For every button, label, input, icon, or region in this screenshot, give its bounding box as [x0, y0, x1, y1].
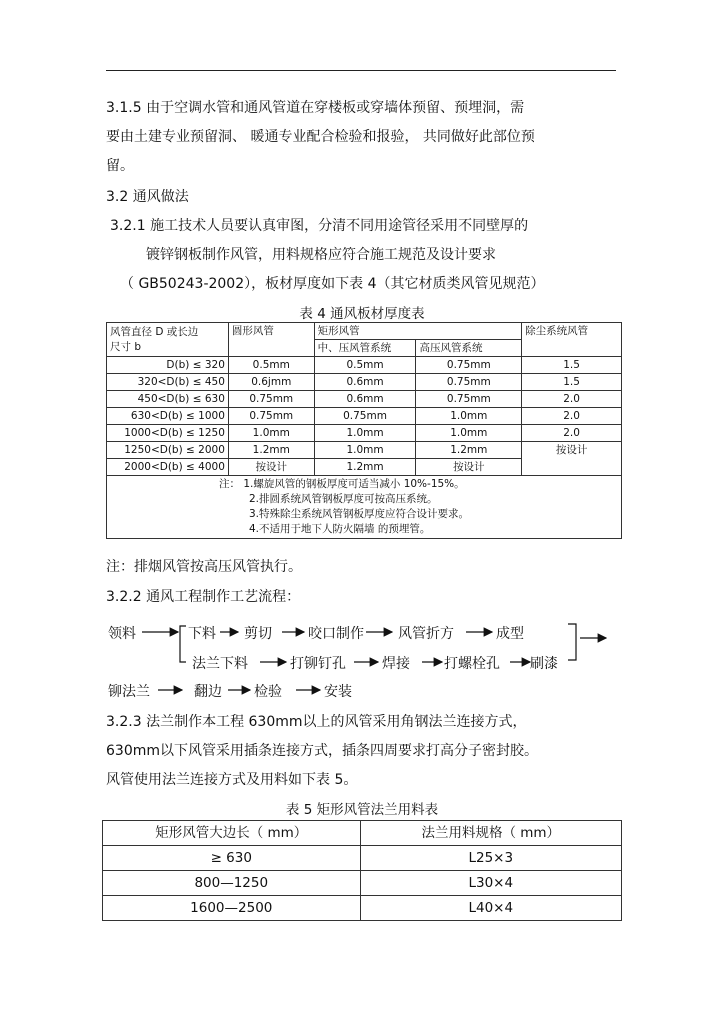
cell-high: 0.75mm: [416, 391, 522, 408]
cell-size: 1000<D(b) ≤ 1250: [107, 425, 229, 442]
heading-3-2-2: 3.2.2 通风工程制作工艺流程：: [106, 589, 301, 605]
flow-step: 打铆钉孔: [290, 656, 346, 672]
table4-note-3: 3.特殊除尘系统风管钢板厚度应符合设计要求。: [249, 508, 470, 520]
cell-round: 0.75mm: [228, 408, 314, 425]
cell-dust: 1.5: [522, 357, 622, 374]
cell-dust: 1.5: [522, 374, 622, 391]
table5-header-row: [103, 821, 622, 846]
para-323-line3: 风管使用法兰连接方式及用料如下表 5。: [106, 772, 358, 788]
table-row: [107, 374, 622, 391]
right-bracket: [568, 624, 576, 660]
cell-mid: 0.5mm: [314, 357, 416, 374]
table4-header-dust: 除尘系统风管: [522, 323, 622, 357]
left-bracket: [180, 626, 186, 662]
cell-high: 1.0mm: [416, 408, 522, 425]
flow-step: 安装: [324, 684, 352, 700]
table4-header-mid: 中、压风管系统: [314, 340, 416, 357]
cell-size: 450<D(b) ≤ 630: [107, 391, 229, 408]
table-row: [103, 896, 622, 921]
flow-step: 焊接: [382, 656, 410, 672]
para-315-line2: 要由土建专业预留洞、 暖通专业配合检验和报验， 共同做好此部位预: [106, 129, 535, 145]
flow-step: 成型: [496, 626, 524, 642]
cell-round: 按设计: [228, 459, 314, 476]
table5: [102, 820, 622, 921]
table-row: [107, 442, 622, 459]
table4-header-high: 高压风管系统: [416, 340, 522, 357]
table4-header-rect: 矩形风管: [314, 323, 522, 340]
cell-mid: 1.2mm: [314, 459, 416, 476]
cell-high: 0.75mm: [416, 357, 522, 374]
cell-round: 0.5mm: [228, 357, 314, 374]
note-smoke: 注：排烟风管按高压风管执行。: [106, 559, 302, 575]
table4-header-size-line1: 风管直径 D 或长边: [110, 325, 199, 338]
table4-header-round: 圆形风管: [228, 323, 314, 357]
table4-header-size-line2: 尺寸 b: [110, 340, 142, 353]
table-row: [107, 425, 622, 442]
cell-high: 0.75mm: [416, 374, 522, 391]
cell-dust: 2.0: [522, 391, 622, 408]
table5-cell: L25×3: [360, 846, 621, 871]
header-rule: [106, 70, 616, 71]
table5-cell: L30×4: [360, 871, 621, 896]
flow-step: 检验: [254, 684, 282, 700]
table-row: [107, 391, 622, 408]
cell-round: 0.6jmm: [228, 374, 314, 391]
flow-step: 咬口制作: [308, 626, 364, 642]
cell-size: 2000<D(b) ≤ 4000: [107, 459, 229, 476]
cell-mid: 1.0mm: [314, 425, 416, 442]
cell-size: 1250<D(b) ≤ 2000: [107, 442, 229, 459]
table5-caption: 表 5 矩形风管法兰用料表: [285, 802, 439, 818]
table5-cell: L40×4: [360, 896, 621, 921]
cell-round: 0.75mm: [228, 391, 314, 408]
table4-caption: 表 4 通风板材厚度表: [299, 306, 425, 322]
cell-mid: 0.6mm: [314, 374, 416, 391]
table4: [106, 322, 622, 539]
para-315-line3: 留。: [106, 158, 134, 174]
flow-step: 下料: [188, 626, 216, 642]
para-315-line1: 3.1.5 由于空调水管和通风管道在穿楼板或穿墙体预留、预埋洞，需: [106, 100, 525, 116]
flow-step: 刷漆: [530, 656, 558, 672]
table5-cell: 800—1250: [103, 871, 361, 896]
flow-step: 法兰下料: [192, 656, 248, 672]
para-321-line3: （ GB50243-2002），板材厚度如下表 4（其它材质类风管见规范）: [120, 276, 545, 292]
para-323-line1: 3.2.3 法兰制作本工程 630mm以上的风管采用角钢法兰连接方式，: [106, 714, 527, 730]
table5-header-cell: 法兰用料规格（ mm）: [360, 821, 621, 846]
table-row: [103, 871, 622, 896]
flow-step: 铆法兰: [108, 684, 150, 700]
table-row: [107, 357, 622, 374]
cell-round: 1.0mm: [228, 425, 314, 442]
cell-high: 1.0mm: [416, 425, 522, 442]
table4-header-size: [107, 323, 229, 357]
cell-round: 1.2mm: [228, 442, 314, 459]
cell-mid: 0.6mm: [314, 391, 416, 408]
cell-dust: 2.0: [522, 425, 622, 442]
cell-high: 按设计: [416, 459, 522, 476]
heading-3-2: 3.2 通风做法: [106, 189, 189, 205]
cell-size: 320<D(b) ≤ 450: [107, 374, 229, 391]
flow-step: 翻边: [194, 684, 222, 700]
para-321-line1: 3.2.1 施工技术人员要认真审图，分清不同用途管径采用不同壁厚的: [110, 218, 529, 234]
table4-notes: [107, 476, 622, 539]
cell-high: 1.2mm: [416, 442, 522, 459]
cell-mid: 0.75mm: [314, 408, 416, 425]
para-321-line2: 镀锌钢板制作风管，用料规格应符合施工规范及设计要求: [146, 247, 496, 263]
table5-cell: 1600—2500: [103, 896, 361, 921]
table4-note-2: 2.排圆系统风管钢板厚度可按高压系统。: [249, 493, 438, 505]
para-323-line2: 630mm以下风管采用插条连接方式，插条四周要求打高分子密封胶。: [106, 743, 538, 759]
table5-header-cell: 矩形风管大边长（ mm）: [103, 821, 361, 846]
flow-step: 打螺栓孔: [444, 656, 500, 672]
table5-cell: ≥ 630: [103, 846, 361, 871]
table-row: [107, 408, 622, 425]
table4-note-4: 4.不适用于地下人防火隔墙 的预埋管。: [249, 523, 431, 535]
table-row: [103, 846, 622, 871]
table4-note-1: 注： 1.螺旋风管的钢板厚度可适当减小 10%-15%。: [219, 478, 465, 490]
flow-start: 领料: [108, 626, 136, 642]
cell-dust: 按设计: [522, 442, 622, 476]
flow-step: 剪切: [244, 626, 272, 642]
cell-size: 630<D(b) ≤ 1000: [107, 408, 229, 425]
cell-dust: 2.0: [522, 408, 622, 425]
cell-size: D(b) ≤ 320: [107, 357, 229, 374]
cell-mid: 1.0mm: [314, 442, 416, 459]
flow-step: 风管折方: [398, 626, 454, 642]
